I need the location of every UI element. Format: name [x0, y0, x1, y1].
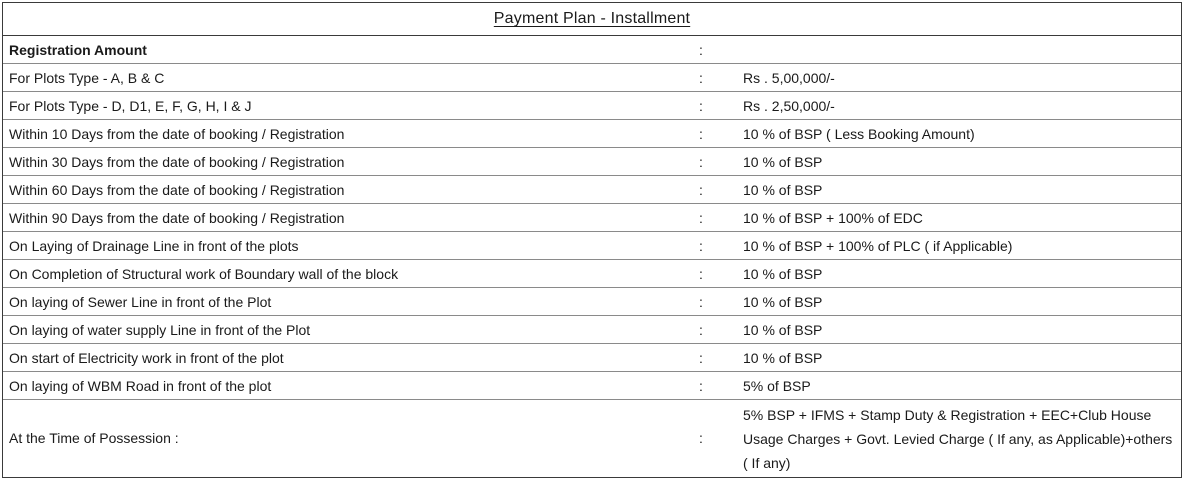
table-row — [3, 260, 1181, 288]
row-label: Within 10 Days from the date of booking / Registration — [3, 120, 683, 148]
row-separator: : — [683, 288, 719, 316]
row-value: 10 % of BSP — [719, 176, 1181, 204]
row-separator: : — [683, 36, 719, 64]
row-label: Registration Amount — [3, 36, 683, 64]
row-label: Within 90 Days from the date of booking / Registration — [3, 204, 683, 232]
table-row — [3, 400, 1181, 477]
row-label: At the Time of Possession : — [9, 430, 179, 446]
row-value: 5% BSP + IFMS + Stamp Duty & Registration + EEC+Club House Usage Charges + Govt. Levied Charge ( If any, as Applicable)+others ( If any) — [743, 407, 1173, 471]
title-row — [3, 3, 1181, 36]
table-row — [3, 120, 1181, 148]
row-separator: : — [683, 120, 719, 148]
table-row — [3, 148, 1181, 176]
row-separator: : — [683, 316, 719, 344]
table-row — [3, 204, 1181, 232]
row-separator: : — [683, 148, 719, 176]
table-row — [3, 316, 1181, 344]
row-label: On laying of water supply Line in front of the Plot — [3, 316, 683, 344]
table-row — [3, 176, 1181, 204]
row-value: Rs . 2,50,000/- — [719, 92, 1181, 120]
row-value: 10 % of BSP — [719, 316, 1181, 344]
row-separator: : — [683, 344, 719, 372]
row-value: 10 % of BSP — [719, 260, 1181, 288]
row-value: 10 % of BSP ( Less Booking Amount) — [719, 120, 1181, 148]
row-value: 10 % of BSP — [719, 288, 1181, 316]
table-row — [3, 232, 1181, 260]
row-label: On laying of WBM Road in front of the plot — [3, 372, 683, 400]
row-label: For Plots Type - A, B & C — [3, 64, 683, 92]
row-label: On Completion of Structural work of Boundary wall of the block — [3, 260, 683, 288]
row-value — [719, 36, 1181, 64]
row-value: 5% of BSP — [719, 372, 1181, 400]
row-label: Within 30 Days from the date of booking / Registration — [3, 148, 683, 176]
row-value: 10 % of BSP — [719, 148, 1181, 176]
payment-plan-table — [2, 2, 1182, 478]
row-value: 10 % of BSP — [719, 344, 1181, 372]
row-label: On start of Electricity work in front of the plot — [3, 344, 683, 372]
installment-table — [3, 36, 1181, 476]
row-label: Within 60 Days from the date of booking / Registration — [3, 176, 683, 204]
row-label: For Plots Type - D, D1, E, F, G, H, I & J — [3, 92, 683, 120]
row-separator: : — [683, 232, 719, 260]
row-separator: : — [683, 64, 719, 92]
row-label: On Laying of Drainage Line in front of the plots — [3, 232, 683, 260]
table-row — [3, 64, 1181, 92]
row-separator: : — [683, 204, 719, 232]
row-separator: : — [683, 372, 719, 400]
row-separator: : — [683, 92, 719, 120]
row-value: 10 % of BSP + 100% of EDC — [719, 204, 1181, 232]
row-separator: : — [683, 260, 719, 288]
row-label: On laying of Sewer Line in front of the Plot — [3, 288, 683, 316]
row-value: Rs . 5,00,000/- — [719, 64, 1181, 92]
row-value: 10 % of BSP + 100% of PLC ( if Applicable) — [719, 232, 1181, 260]
table-row — [3, 92, 1181, 120]
table-row — [3, 372, 1181, 400]
table-row — [3, 344, 1181, 372]
row-separator: : — [683, 176, 719, 204]
table-row — [3, 36, 1181, 64]
row-separator: : — [699, 430, 703, 446]
table-title: Payment Plan - Installment — [493, 10, 691, 27]
table-row — [3, 288, 1181, 316]
